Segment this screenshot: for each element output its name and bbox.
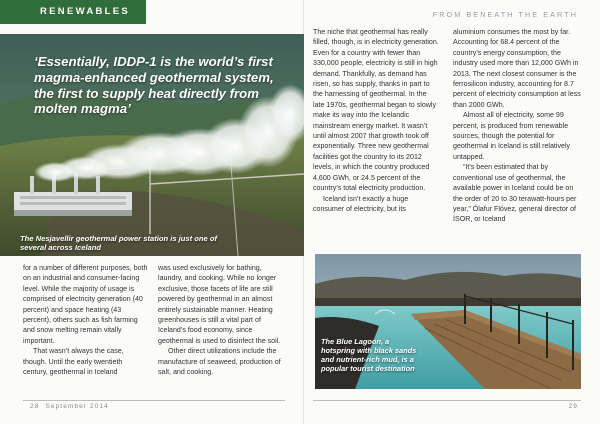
lagoon-photo — [315, 254, 581, 389]
paragraph: for a number of different purposes, both on an industrial and consumer-facing level. While the majority of usage is comprised of electricity generation (40 percent) and space heating (43 percent), others such as fish farming and snow melting remain vitally important. — [23, 264, 148, 345]
footer-rule-left — [23, 400, 285, 401]
body-column-left-2 — [158, 263, 286, 377]
issue-date: September 2014 — [45, 403, 109, 410]
page-number-right: 29 — [568, 403, 578, 410]
section-tag: RENEWABLES — [0, 0, 146, 24]
page-number-left: 28 — [30, 403, 40, 410]
paragraph: Iceland isn’t exactly a huge consumer of electricity, but its — [313, 194, 409, 213]
hero-photo — [0, 34, 304, 256]
paragraph: The niche that geothermal has really filled, though, is in electricity generation. Even for a country with fewer than 330,000 people, electricity is still in high demand. Thankfully, as demand has risen, so has supply, thanks in part to the harnessing of geothermal. In the late 1970s, geothermal began to slowly make its way into the Icelandic mainstream energy market. It wasn’t until almost 2007 that growth took off exponentially. Three new geothermal facilities got the country to its 2012 levels, in which the country produced 4,600 GWh, or 24.5 percent of the country’s total electricity production. — [313, 28, 439, 193]
paragraph: Almost all of electricity, some 99 percent, is produced from renewable sources, though the potential for geothermal in Iceland is still relatively untapped. — [453, 111, 571, 161]
hero-caption: The Nesjavellir geothermal power station is just one of several across Iceland — [20, 234, 218, 252]
footer-rule-right — [313, 400, 581, 401]
paragraph: was used exclusively for bathing, laundry, and cooking. While no longer exclusive, those facets of life are still powered by geothermal in an almost entirely sustainable manner. Heating greenhouses is still a vital part of Iceland’s food economy, since geothermal is used to disinfect the soil. — [158, 264, 281, 345]
body-column-right-1 — [313, 27, 439, 214]
paragraph: aluminium consumes the most by far. Accounting for 68.4 percent of the country’s energy consumption, the industry used more than 12,000 GWh in 2013. The next closest consumer is the ferrosilicon industry, accounting for 8.7 percent of electricity consumption at less than 2000 GWh. — [453, 28, 581, 109]
pull-quote: ‘Essentially, IDDP-1 is the world’s first magma-enhanced geothermal system, the first to supply heat directly from molten magma’ — [34, 54, 274, 117]
body-column-left-1 — [23, 263, 149, 377]
paragraph: Other direct utilizations include the manufacture of seaweed, production of salt, and cooking. — [158, 347, 281, 377]
folio-left — [30, 403, 109, 410]
running-head: FROM BENEATH THE EARTH — [432, 10, 578, 19]
paragraph: “It’s been estimated that by conventional use of geothermal, the available power in Iceland could be on the order of 20 to 30 terawatt-hours per year,” Ólafur Flóvez, general director of ÍSOR, or Iceland — [453, 163, 577, 224]
body-column-right-2 — [453, 27, 581, 225]
paragraph: That wasn’t always the case, though. Until the early twentieth century, geothermal in Iceland — [23, 347, 124, 377]
lagoon-caption: The Blue Lagoon, a hotspring with black sands and nutrient-rich mud, is a popular tourist destination — [321, 337, 417, 373]
